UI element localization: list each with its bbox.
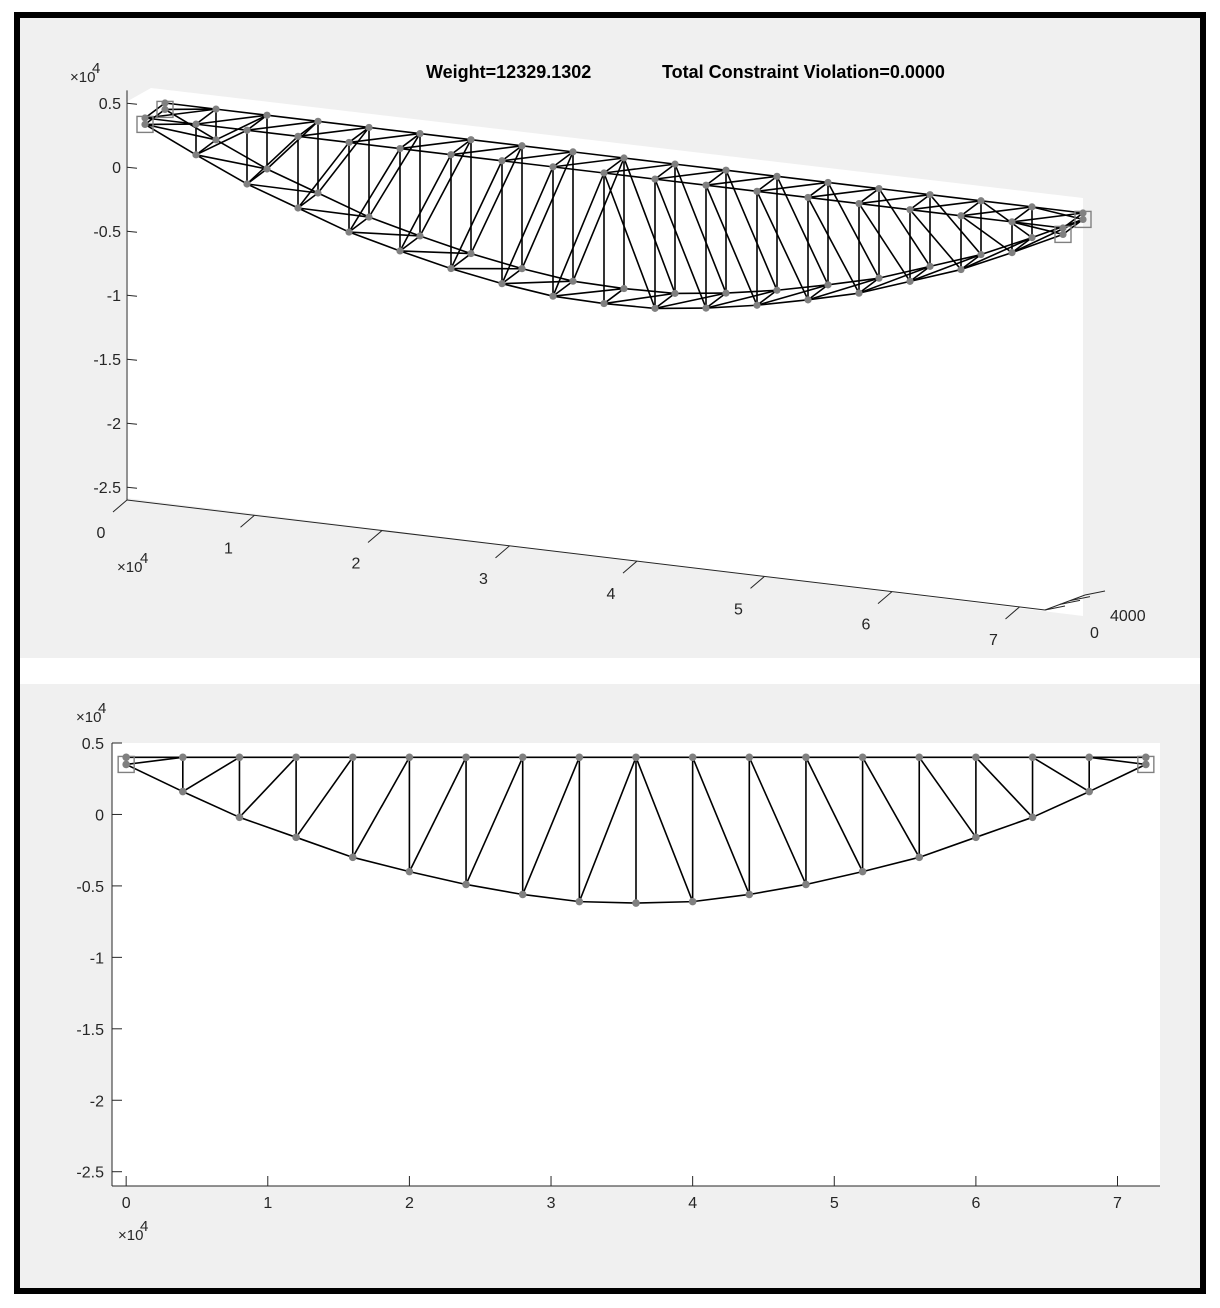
truss-node <box>875 275 882 282</box>
truss-node <box>859 753 867 761</box>
y-tick-label: 0.5 <box>81 736 104 753</box>
truss-node <box>804 296 811 303</box>
truss-node <box>824 281 831 288</box>
truss-node <box>802 753 810 761</box>
truss-node <box>1059 224 1066 231</box>
truss-node <box>915 753 923 761</box>
truss-node <box>179 788 187 796</box>
truss-node <box>294 133 301 140</box>
truss-node <box>349 854 357 862</box>
truss-node <box>1028 203 1035 210</box>
truss-node <box>122 761 130 769</box>
truss-node <box>292 753 300 761</box>
truss-node <box>1085 753 1093 761</box>
truss-node <box>416 130 423 137</box>
truss-node <box>519 891 527 899</box>
truss-node <box>576 753 584 761</box>
truss-node <box>243 127 250 134</box>
truss-node <box>957 266 964 273</box>
truss-node <box>141 121 148 128</box>
truss-node <box>977 197 984 204</box>
truss-node <box>498 280 505 287</box>
z-exponent-power: 4 <box>92 60 101 77</box>
truss-node <box>651 305 658 312</box>
z-tick-label: -1.5 <box>93 352 121 370</box>
y-exponent-power: 4 <box>98 700 107 717</box>
x-exponent-label: ×10 <box>117 559 143 576</box>
truss-node <box>519 753 527 761</box>
y-exponent-label: ×10 <box>76 709 102 726</box>
truss-node <box>1079 209 1086 216</box>
x-tick-label: 1 <box>224 540 233 558</box>
truss-node <box>824 179 831 186</box>
truss-node <box>1029 753 1037 761</box>
truss-node <box>600 169 607 176</box>
truss-node <box>972 753 980 761</box>
x-tick-label: 0 <box>96 525 106 542</box>
truss-node <box>365 213 372 220</box>
truss-node <box>702 305 709 312</box>
truss-node <box>416 232 423 239</box>
z-tick-label: -1 <box>106 288 121 306</box>
x-tick-label: 5 <box>734 601 743 619</box>
truss-node <box>161 106 168 113</box>
truss-node <box>689 753 697 761</box>
truss-node <box>549 293 556 300</box>
truss-node <box>915 854 923 862</box>
x-tick-label: 0 <box>121 1195 131 1212</box>
truss-node <box>345 228 352 235</box>
truss-node <box>263 112 270 119</box>
truss-node <box>651 176 658 183</box>
x-exponent-label: ×10 <box>118 1227 144 1244</box>
truss-node <box>632 899 640 907</box>
truss-node <box>569 278 576 285</box>
truss-node <box>957 212 964 219</box>
truss-node <box>972 834 980 842</box>
truss-node <box>396 247 403 254</box>
truss-node <box>462 753 470 761</box>
x-tick-label: 3 <box>479 570 488 588</box>
truss-node <box>1028 234 1035 241</box>
figure-window <box>14 12 1206 1294</box>
truss-node <box>292 834 300 842</box>
truss-node <box>702 182 709 189</box>
truss-node <box>345 139 352 146</box>
truss-node <box>518 142 525 149</box>
truss-node <box>600 300 607 307</box>
truss-node <box>859 868 867 876</box>
truss-node <box>753 188 760 195</box>
truss-node <box>212 106 219 113</box>
truss-node <box>161 99 168 106</box>
x-tick-label: 7 <box>1113 1195 1122 1212</box>
truss-node <box>294 204 301 211</box>
x-tick-label: 2 <box>351 555 361 573</box>
truss-node <box>498 157 505 164</box>
truss-node <box>406 753 414 761</box>
truss-node <box>671 161 678 168</box>
truss-node <box>1029 814 1037 822</box>
x-tick-label: 1 <box>263 1195 273 1212</box>
weight-title: Weight=12329.1302 <box>426 62 592 82</box>
truss-node <box>906 206 913 213</box>
truss-node <box>192 151 199 158</box>
y-tick-label: -2.5 <box>76 1164 104 1182</box>
x-tick-label: 4 <box>606 586 616 604</box>
z-tick-label: 0 <box>112 160 121 178</box>
truss-node <box>745 753 753 761</box>
truss-node <box>236 814 244 822</box>
truss-node <box>263 165 270 172</box>
truss-node <box>467 250 474 257</box>
z-tick-label: -0.5 <box>93 224 121 242</box>
z-tick-label: 0.5 <box>98 96 121 114</box>
truss-node <box>141 114 148 121</box>
truss-node <box>875 185 882 192</box>
truss-node <box>236 753 244 761</box>
truss-node <box>802 881 810 889</box>
truss-node <box>671 290 678 297</box>
truss-node <box>722 167 729 174</box>
truss-node <box>977 251 984 258</box>
x-tick-label: 2 <box>404 1195 414 1212</box>
y-tick-label: -2 <box>89 1093 104 1111</box>
y-tick-label: 4000 <box>1110 608 1146 625</box>
y-tick-label: 0 <box>95 807 104 825</box>
truss-node <box>365 124 372 131</box>
truss-node <box>314 189 321 196</box>
x-tick-label: 7 <box>989 631 998 649</box>
truss-node <box>753 302 760 309</box>
x-tick-label: 6 <box>971 1195 981 1212</box>
y-tick-label: 0 <box>1090 625 1099 642</box>
truss-node <box>745 891 753 899</box>
figure-canvas <box>20 18 1200 1288</box>
z-tick-label: -2 <box>106 416 121 434</box>
truss-node <box>620 154 627 161</box>
x-exponent-power: 4 <box>140 1218 149 1235</box>
truss-node <box>1142 753 1150 761</box>
truss-node <box>212 136 219 143</box>
truss-node <box>773 287 780 294</box>
truss-node <box>192 121 199 128</box>
y-tick-label: -1.5 <box>76 1021 104 1039</box>
truss-node <box>632 753 640 761</box>
z-exponent-label: ×10 <box>70 69 96 86</box>
x-tick-label: 6 <box>861 616 871 634</box>
truss-node <box>1059 231 1066 238</box>
truss-node <box>1142 761 1150 769</box>
truss-node <box>1008 249 1015 256</box>
z-tick-label: -2.5 <box>93 480 121 498</box>
truss-node <box>855 290 862 297</box>
truss-node <box>804 194 811 201</box>
truss-node <box>462 881 470 889</box>
truss-node <box>243 180 250 187</box>
truss-node <box>549 163 556 170</box>
truss-node <box>1079 216 1086 223</box>
truss-node <box>576 898 584 906</box>
x-exponent-power: 4 <box>140 550 149 567</box>
x-tick-label: 3 <box>546 1195 556 1212</box>
truss-node <box>396 145 403 152</box>
truss-node <box>569 148 576 155</box>
truss-node <box>906 278 913 285</box>
truss-node <box>314 118 321 125</box>
truss-node <box>620 285 627 292</box>
truss-node <box>467 136 474 143</box>
truss-node <box>1008 218 1015 225</box>
x-tick-label: 5 <box>829 1195 839 1212</box>
y-tick-label: -1 <box>89 950 104 968</box>
truss-node <box>122 753 130 761</box>
truss-node <box>855 200 862 207</box>
truss-node <box>689 898 697 906</box>
truss-node <box>447 151 454 158</box>
panel-2d <box>20 684 1200 1288</box>
truss-node <box>349 753 357 761</box>
truss-node <box>926 191 933 198</box>
truss-node <box>926 263 933 270</box>
truss-node <box>518 265 525 272</box>
truss-node <box>179 753 187 761</box>
truss-node <box>773 173 780 180</box>
constraint-violation-title: Total Constraint Violation=0.0000 <box>662 62 945 82</box>
truss-node <box>1085 788 1093 796</box>
x-tick-label: 4 <box>688 1195 698 1212</box>
truss-node <box>406 868 414 876</box>
y-tick-label: -0.5 <box>76 878 104 896</box>
truss-node <box>722 290 729 297</box>
panel-3d <box>20 18 1200 658</box>
truss-node <box>447 265 454 272</box>
